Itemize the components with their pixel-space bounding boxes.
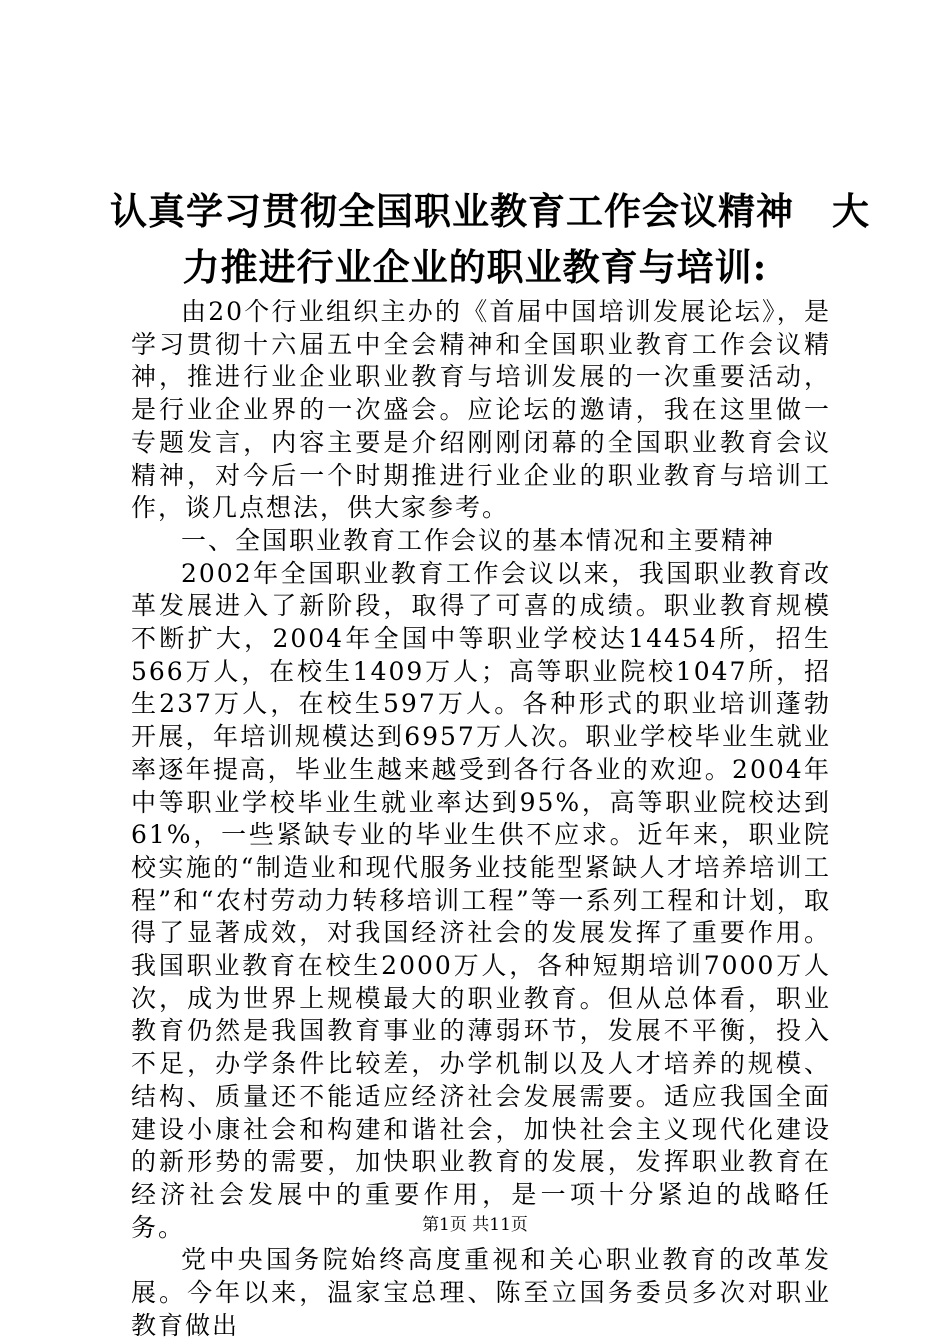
- body-paragraph: 2002年全国职业教育工作会议以来，我国职业教育改革发展进入了新阶段，取得了可喜的成绩。职业教育规模不断扩大，2004年全国中等职业学校达14454所，招生566万人，在校生1409万人；高等职业院校1047所，招生237万人，在校生597万人。各种形式的职业培训蓬勃开展，年培训规模达到6957万人次。职业学校毕业生就业率逐年提高，毕业生越来越受到各行各业的欢迎。2004年中等职业学校毕业生就业率达到95%，高等职业院校达到61%，一些紧缺专业的毕业生供不应求。近年来，职业院校实施的“制造业和现代服务业技能型紧缺人才培养培训工程”和“农村劳动力转移培训工程”等一系列工程和计划，取得了显著成效，对我国经济社会的发展发挥了重要作用。我国职业教育在校生2000万人，各种短期培训7000万人次，成为世界上规模最大的职业教育。但从总体看，职业教育仍然是我国教育事业的薄弱环节，发展不平衡，投入不足，办学条件比较差，办学机制以及人才培养的规模、结构、质量还不能适应经济社会发展需要。适应我国全面建设小康社会和构建和谐社会，加快社会主义现代化建设的新形势的需要，加快职业教育的发展，发挥职业教育在经济社会发展中的重要作用，是一项十分紧迫的战略任务。: [131, 558, 831, 1242]
- intro-paragraph: 由20个行业组织主办的《首届中国培训发展论坛》，是学习贯彻十六届五中全会精神和全国职业教育工作会议精神，推进行业企业职业教育与培训发展的一次重要活动，是行业企业界的一次盛会。应论坛的邀请，我在这里做一专题发言，内容主要是介绍刚刚闭幕的全国职业教育会议精神，对今后一个时期推进行业企业的职业教育与培训工作，谈几点想法，供大家参考。: [131, 297, 831, 523]
- body-paragraph: 党中央国务院始终高度重视和关心职业教育的改革发展。今年以来，温家宝总理、陈至立国务委员多次对职业教育做出: [131, 1245, 831, 1340]
- document-body: [131, 296, 831, 1343]
- page-footer: 第1页 共11页: [422, 1215, 528, 1235]
- section-heading: 一、全国职业教育工作会议的基本情况和主要精神: [181, 525, 776, 555]
- document-title: [110, 183, 870, 295]
- title-line-2: 力推进行业企业的职业教育与培训:: [182, 245, 768, 289]
- title-line-1: 认真学习贯彻全国职业教育工作会议精神 大: [110, 189, 870, 233]
